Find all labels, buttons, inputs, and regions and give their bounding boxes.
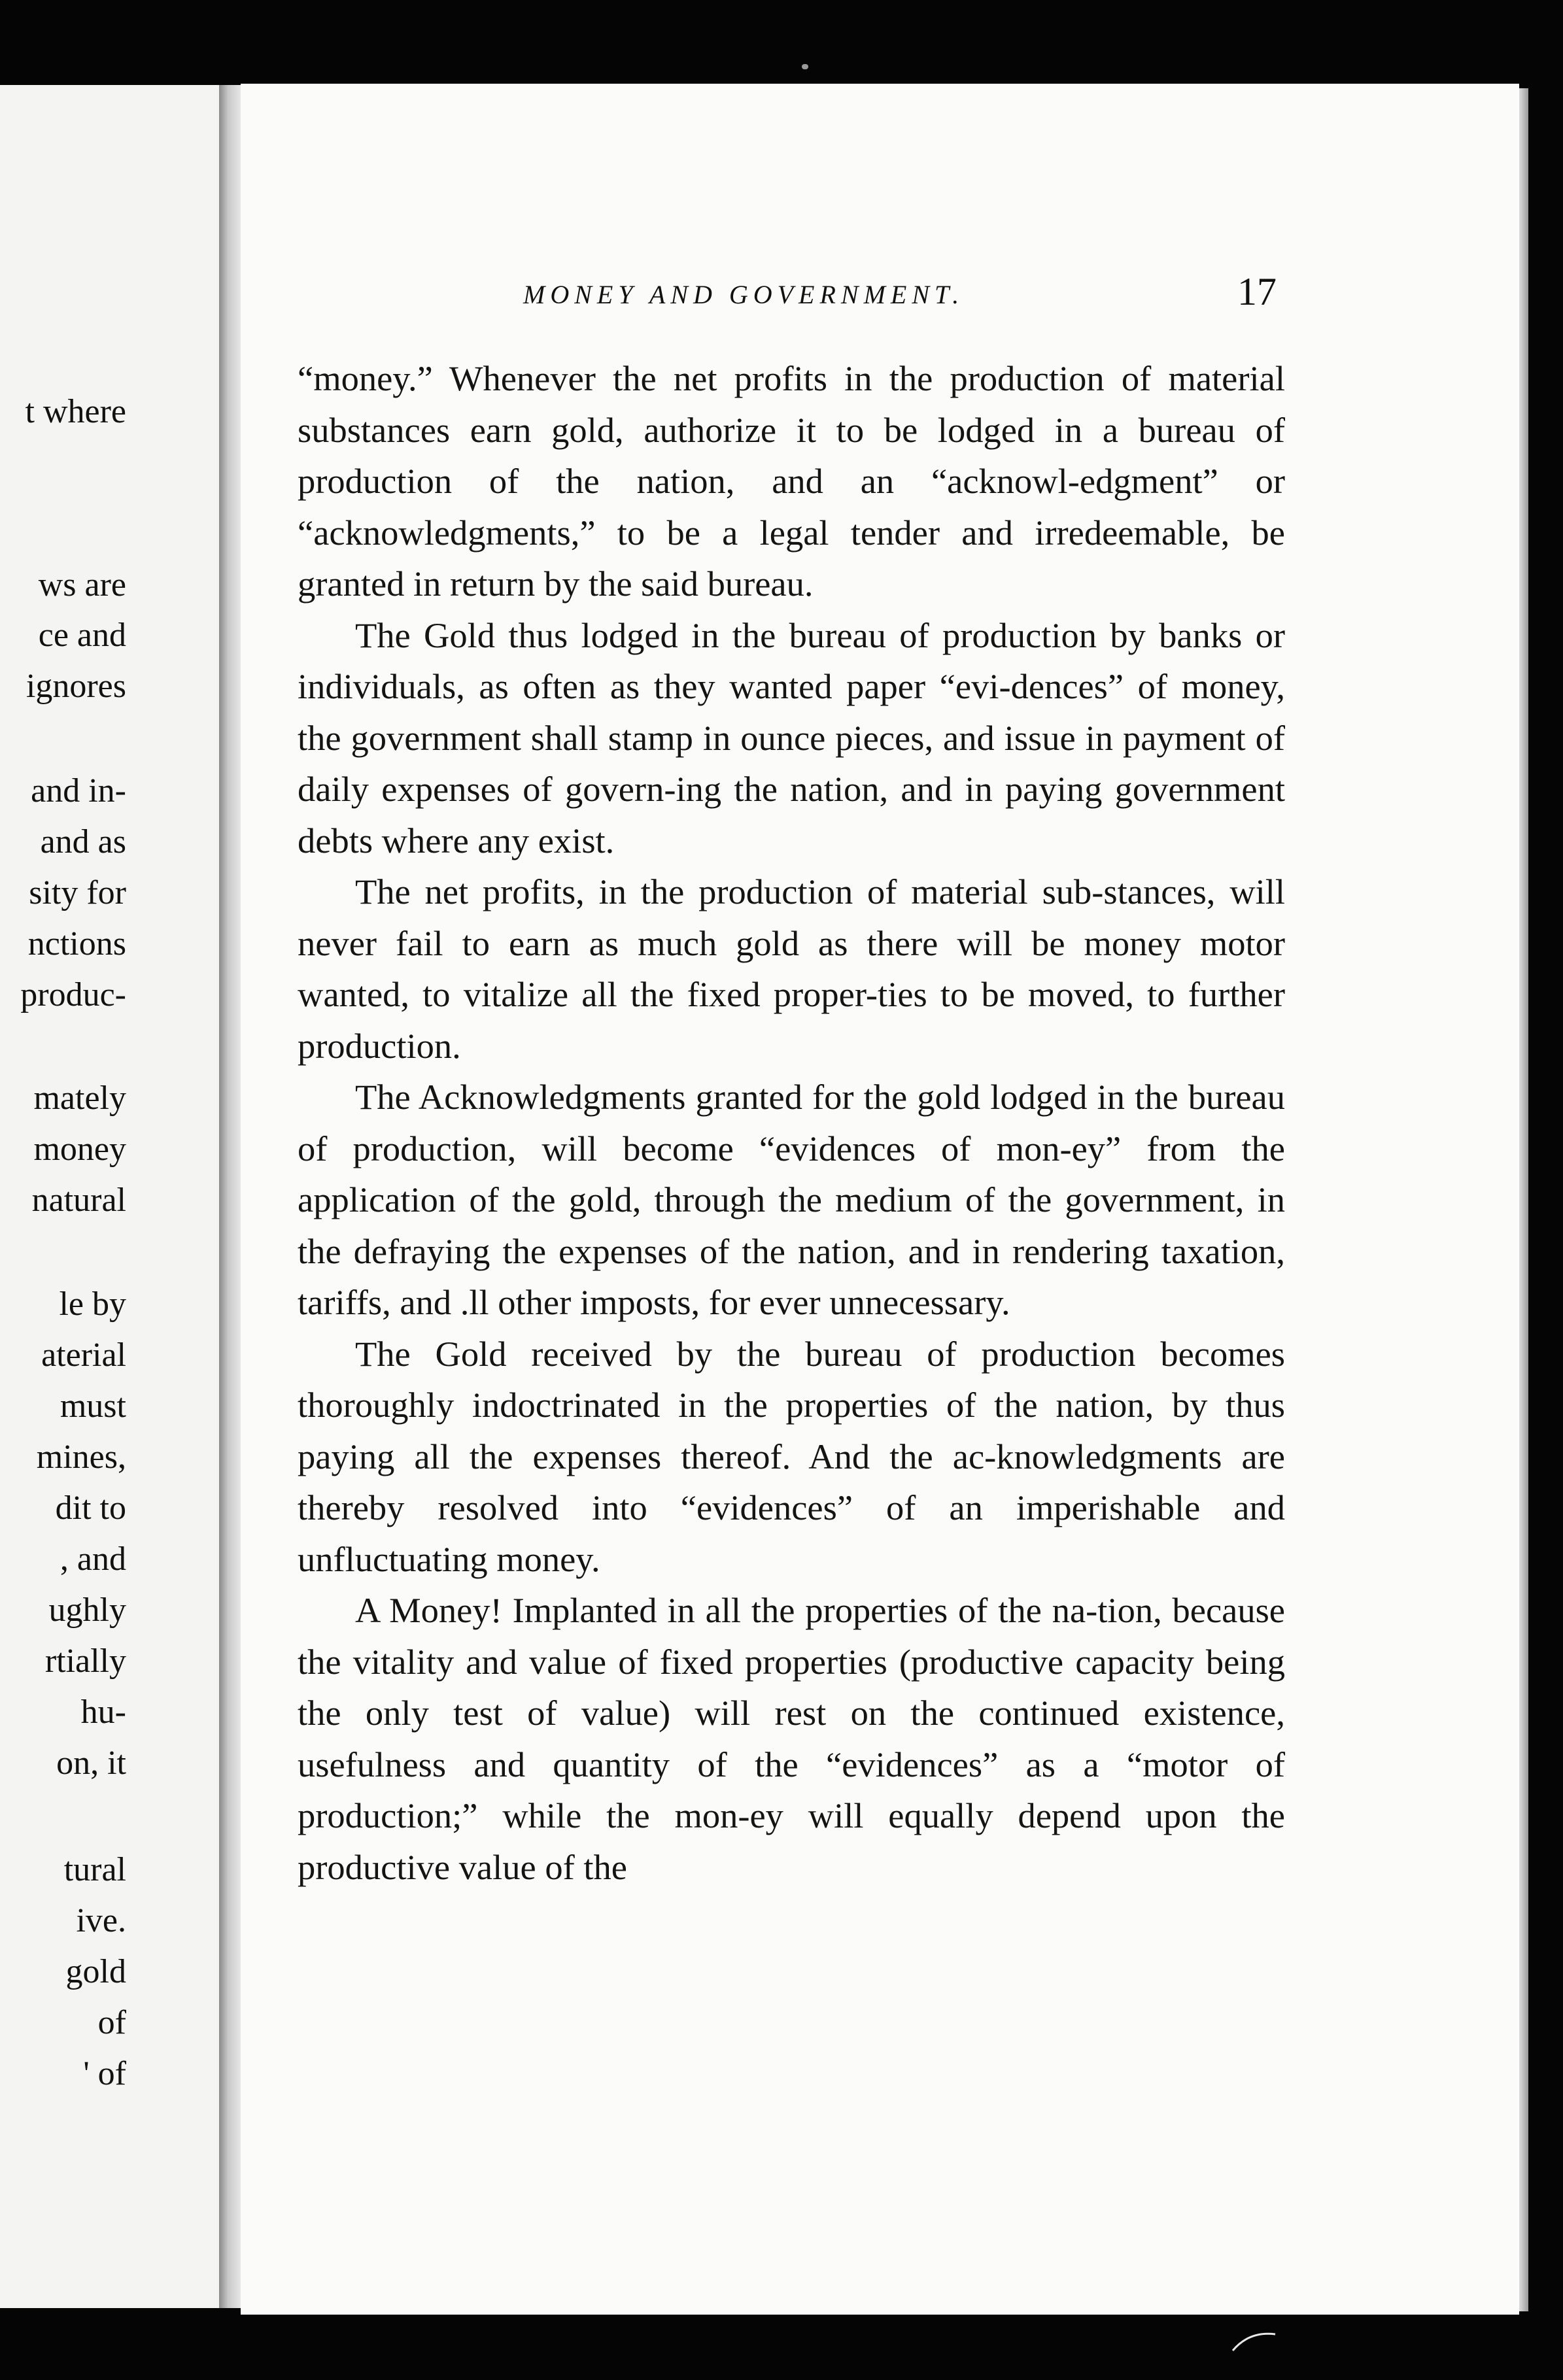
facing-page-line: aterial xyxy=(41,1336,126,1374)
facing-page-line: t where xyxy=(25,393,126,430)
facing-page-line: rtially xyxy=(44,1642,126,1680)
facing-page-line: and in- xyxy=(31,772,126,809)
paragraph: The net profits, in the production of material sub-stances, will never fail to earn as much gold as there will be money motor wanted, to vitalize all the fixed proper-ties to be moved, to further production. xyxy=(298,872,1285,1066)
facing-page-line: sity for xyxy=(29,874,126,911)
facing-page-line: on, it xyxy=(56,1744,126,1782)
facing-page-line: tural xyxy=(63,1851,126,1888)
scan-artifact-icon xyxy=(1229,2328,1282,2354)
facing-page-line: ws are xyxy=(38,566,126,604)
facing-page-line: produc- xyxy=(20,976,126,1013)
paragraph: A Money! Implanted in all the properties of the na-tion, because the vitality and value of fixed properties (productive capacity being the only test of value) will rest on the continued existence, usefulness and quantity of the “evidences” as a “motor of production;” while the mon-ey will equally depend upon the productive value of the xyxy=(298,1590,1285,1887)
facing-page-line: , and xyxy=(60,1540,126,1578)
page-body xyxy=(298,353,1285,1893)
facing-page-line: dit to xyxy=(55,1489,126,1527)
scan-speck xyxy=(802,64,808,69)
facing-page-line: ughly xyxy=(48,1591,126,1629)
book-gutter xyxy=(219,85,242,2308)
page-edge xyxy=(1519,88,1528,2311)
running-head: MONEY AND GOVERNMENT. xyxy=(523,280,965,309)
facing-page-line: le by xyxy=(59,1285,126,1323)
facing-page xyxy=(0,85,226,2308)
facing-page-line: mines, xyxy=(36,1438,126,1476)
facing-page-line: ce and xyxy=(38,617,126,654)
paragraph: The Gold thus lodged in the bureau of production by banks or individuals, as often as they wanted paper “evi-dences” of money, the government shall stamp in ounce pieces, and issue in payment of daily expenses of govern-ing the nation, and in paying government debts where any exist. xyxy=(298,615,1285,860)
facing-page-line: mately xyxy=(33,1080,126,1117)
paragraph: “money.” Whenever the net profits in the production of material substances earn gold, authorize it to be lodged in a bureau of production of the nation, and an “acknowl-edgment” or “acknowledgments,” to be a legal tender and irredeemable, be granted in return by the said bureau. xyxy=(298,358,1285,604)
facing-page-line: nctions xyxy=(27,925,126,962)
paragraph: The Gold received by the bureau of production becomes thoroughly indoctrinated in the properties of the nation, by thus paying all the expenses thereof. And the ac-knowledgments are thereby resolved into “evidences” of an imperishable and unfluctuating money. xyxy=(298,1333,1285,1579)
facing-page-line: must xyxy=(60,1387,126,1425)
facing-page-line: ive. xyxy=(76,1902,126,1939)
facing-page-line: gold xyxy=(65,1953,126,1990)
facing-page-line: hu- xyxy=(80,1693,126,1731)
facing-page-line: of xyxy=(97,2004,126,2041)
page-number: 17 xyxy=(1237,270,1277,313)
facing-page-line: ' of xyxy=(83,2055,126,2092)
facing-page-line: and as xyxy=(40,823,126,860)
paragraph: The Acknowledgments granted for the gold lodged in the bureau of production, will become “evidences of mon-ey” from the application of the gold, through the medium of the government, in the defraying the expenses of the nation, and in rendering taxation, tariffs, and .ll other imposts, for ever unnecessary. xyxy=(298,1077,1285,1322)
facing-page-line: money xyxy=(33,1130,126,1168)
facing-page-line: natural xyxy=(31,1182,126,1219)
facing-page-line: ignores xyxy=(26,668,126,705)
